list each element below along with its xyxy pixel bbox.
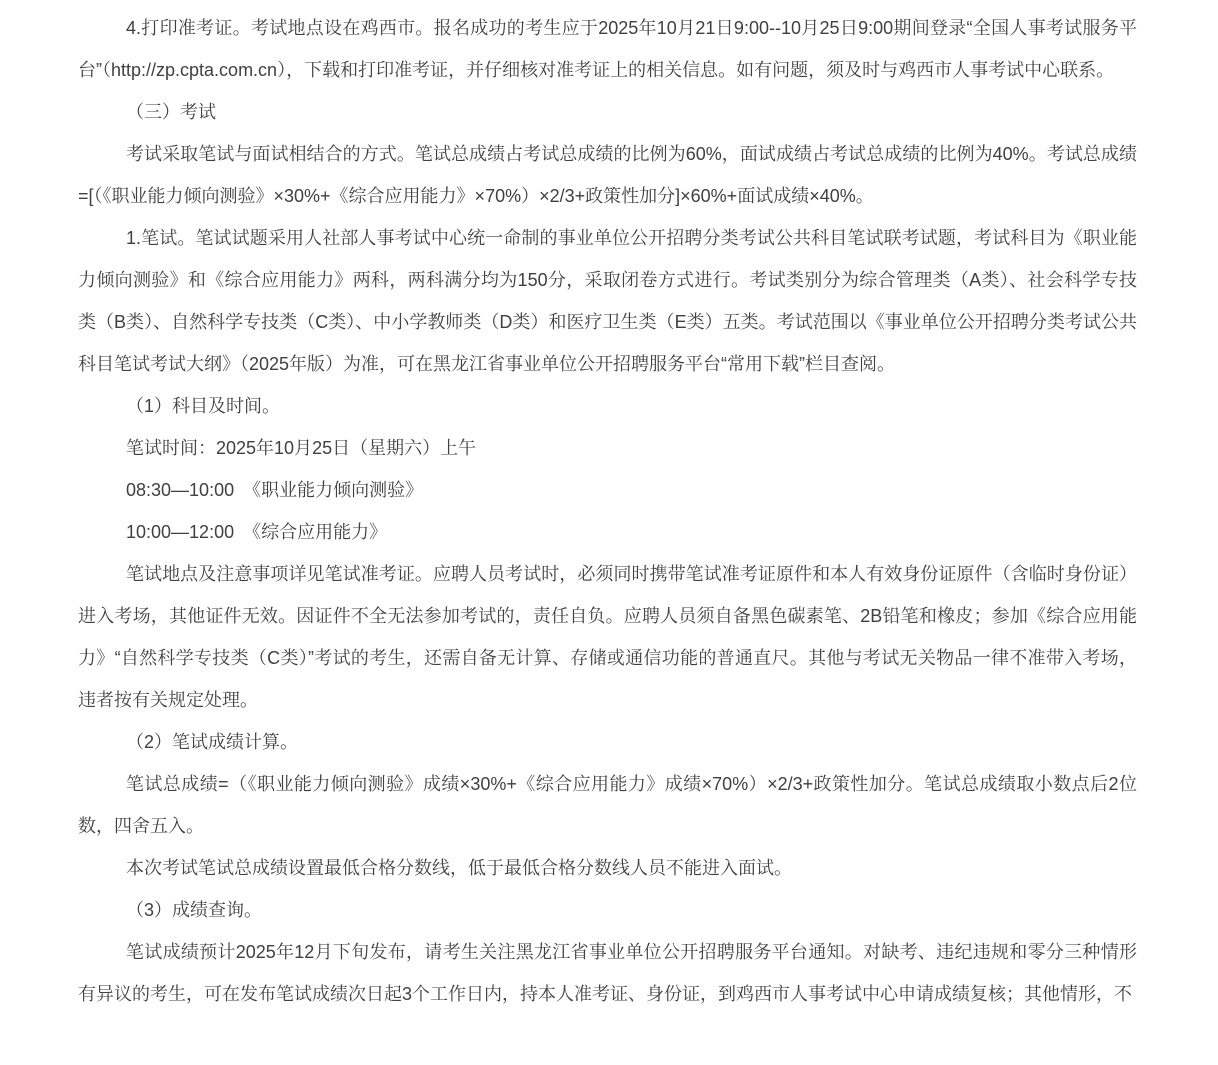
heading-section-3-exam: （三）考试 [126, 102, 216, 122]
heading-written-score-calculation: （2）笔试成绩计算。 [126, 732, 299, 752]
paragraph-written-exam-overview: 1.笔试。笔试试题采用人社部人事考试中心统一命制的事业单位公开招聘分类考试公共科目笔试联考试题，考试科目为《职业能力倾向测验》和《综合应用能力》两科，两科满分均为150分，采取闭卷方式进行。考试类别分为综合管理类（A类）、社会科学专技类（B类）、自然科学专技类（C类）、中小学教师类（D类）和医疗卫生类（E类）五类。考试范围以《事业单位公开招聘分类考试公共科目笔试考试大纲》（2025年版）为准，可在黑龙江省事业单位公开招聘服务平台“常用下载”栏目查阅。 [78, 228, 1137, 374]
paragraph-written-exam-date: 笔试时间：2025年10月25日（星期六）上午 [126, 438, 477, 458]
heading-score-inquiry: （3）成绩查询。 [126, 900, 263, 920]
paragraph-schedule-aptitude-test: 08:30—10:00 《职业能力倾向测验》 [126, 480, 424, 500]
paragraph-print-admission-ticket: 4.打印准考证。考试地点设在鸡西市。报名成功的考生应于2025年10月21日9:00--10月25日9:00期间登录“全国人事考试服务平台”（http://zp.cpta.com.cn），下载和打印准考证，并仔细核对准考证上的相关信息。如有问题，须及时与鸡西市人事考试中心联系。 [78, 18, 1137, 80]
paragraph-score-release-and-review: 笔试成绩预计2025年12月下旬发布，请考生关注黑龙江省事业单位公开招聘服务平台通知。对缺考、违纪违规和零分三种情形有异议的考生，可在发布笔试成绩次日起3个工作日内，持本人准考证、身份证，到鸡西市人事考试中心申请成绩复核；其他情形，不 [78, 942, 1137, 1004]
paragraph-schedule-comprehensive-ability: 10:00—12:00 《综合应用能力》 [126, 522, 388, 542]
paragraph-exam-site-and-notes: 笔试地点及注意事项详见笔试准考证。应聘人员考试时，必须同时携带笔试准考证原件和本人有效身份证原件（含临时身份证）进入考场，其他证件无效。因证件不全无法参加考试的，责任自负。应聘人员须自备黑色碳素笔、2B铅笔和橡皮；参加《综合应用能力》“自然科学专技类（C类）”考试的考生，还需自备无计算、存储或通信功能的普通直尺。其他与考试无关物品一律不准带入考场，违者按有关规定处理。 [78, 564, 1137, 710]
paragraph-written-score-formula: 笔试总成绩=（《职业能力倾向测验》成绩×30%+《综合应用能力》成绩×70%）×2/3+政策性加分。笔试总成绩取小数点后2位数，四舍五入。 [78, 774, 1137, 836]
paragraph-minimum-passing-line: 本次考试笔试总成绩设置最低合格分数线，低于最低合格分数线人员不能进入面试。 [126, 858, 792, 878]
heading-subjects-and-time: （1）科目及时间。 [126, 396, 281, 416]
paragraph-exam-method-and-score-ratio: 考试采取笔试与面试相结合的方式。笔试总成绩占考试总成绩的比例为60%，面试成绩占考试总成绩的比例为40%。考试总成绩=[（《职业能力倾向测验》×30%+《综合应用能力》×70%）×2/3+政策性加分]×60%+面试成绩×40%。 [78, 144, 1137, 206]
